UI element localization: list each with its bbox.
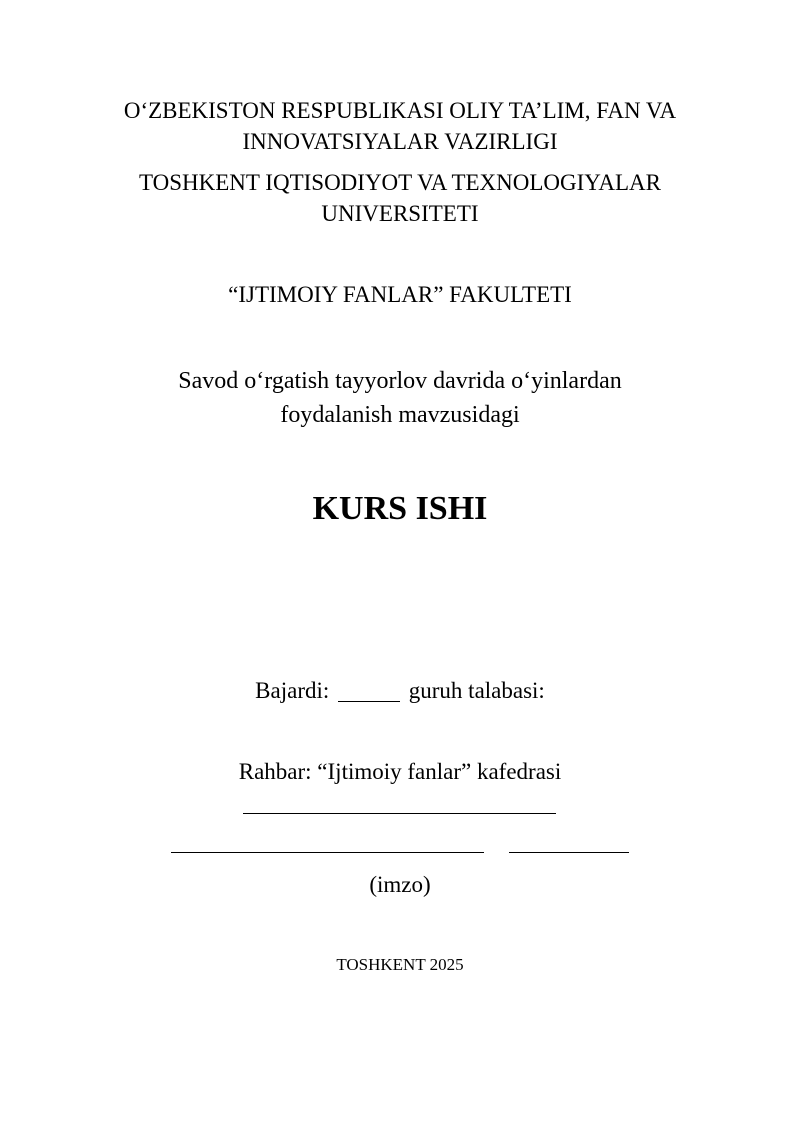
city-year: TOSHKENT 2025 [336,955,464,974]
supervisor-label: Rahbar: “Ijtimoiy fanlar” kafedrasi [238,759,562,784]
supervisor-name-line [243,813,556,814]
ministry-line-1: O‘ZBEKISTON RESPUBLIKASI OLIY TA’LIM, FAN VA [123,98,677,123]
signature-line [509,852,629,853]
university-line-1: TOSHKENT IQTISODIYOT VA TEXNOLOGIYALAR [139,170,661,195]
university-line-2: UNIVERSITETI [321,201,479,226]
signature-name-line [171,852,484,853]
student-label: Bajardi: [255,678,330,703]
student-group-label: guruh talabasi: [408,678,545,703]
document-title: KURS ISHI [312,490,488,527]
topic-line-2: foydalanish mavzusidagi [280,402,520,428]
student-line [0,679,800,702]
faculty-name: “IJTIMOIY FANLAR” FAKULTETI [228,282,572,307]
signature-caption: (imzo) [369,872,431,897]
topic-line-1: Savod o‘rgatish tayyorlov davrida o‘yinlardan [178,368,622,394]
group-blank [338,700,400,702]
ministry-line-2: INNOVATSIYALAR VAZIRLIGI [242,129,558,154]
